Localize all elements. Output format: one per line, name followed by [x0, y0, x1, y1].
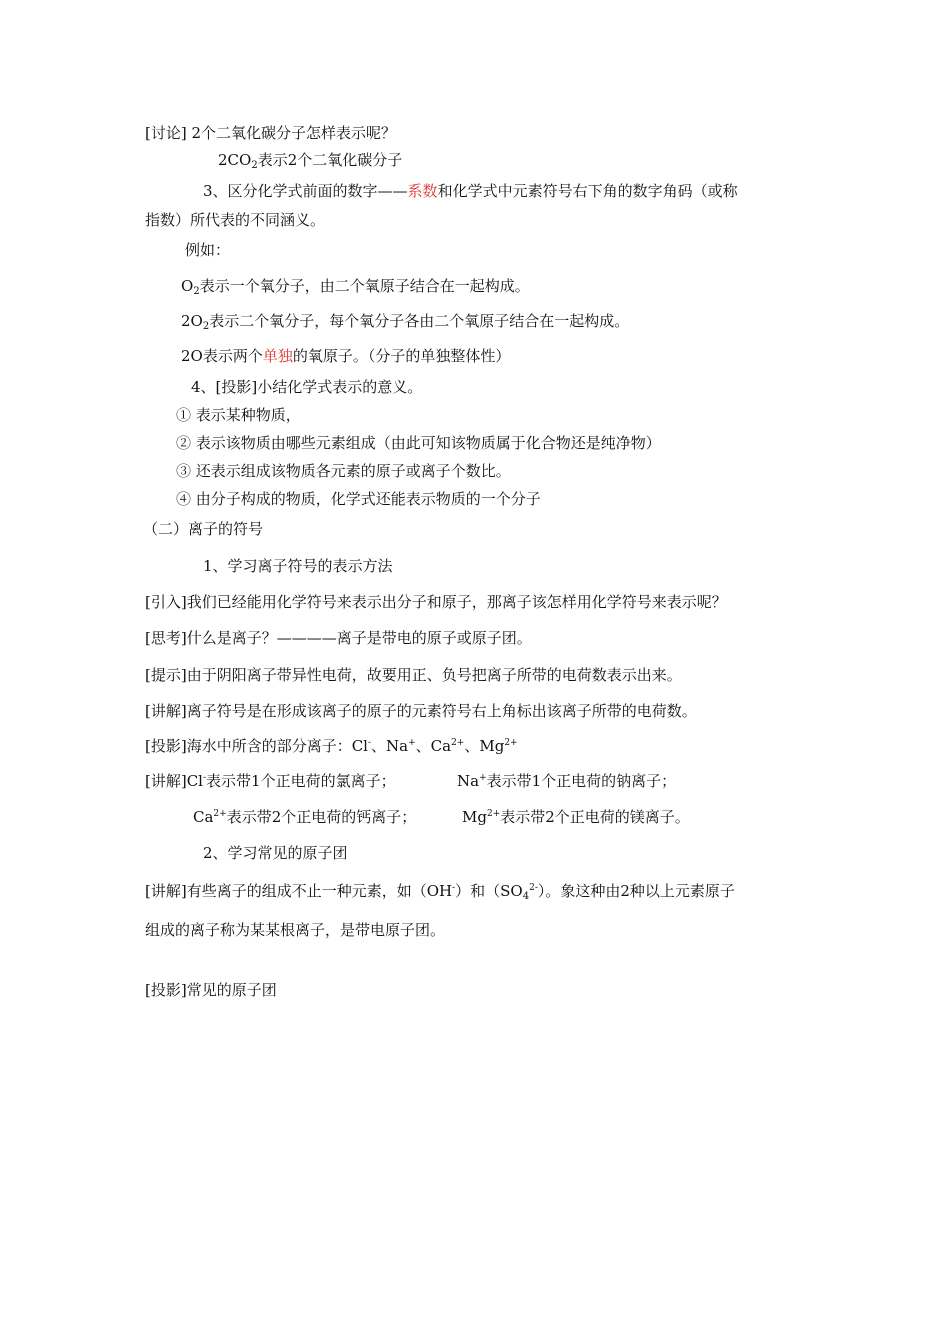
explain-line-3a: $Ca^{2+}$表示带2个正电荷的钙离子； — [193, 808, 417, 826]
o2-line: $O_2$表示一个氧分子，由二个氧原子结合在一起构成。 — [181, 277, 530, 297]
explain-line-2a: [讲解]Cl-表示带1个正电荷的氯离子； — [145, 772, 396, 790]
intro-line: [引入]我们已经能用化学符号来表示出分子和原子，那离子该怎样用化学符号来表示呢？ — [145, 593, 727, 611]
meaning-item-3: ③ 还表示组成该物质各元素的原子或离子个数比。 — [176, 462, 511, 480]
projection-line: [投影]常见的原子团 — [145, 981, 277, 999]
explain-line-4: [讲解]有些离子的组成不止一种元素，如（OH-）和$(SO_4^{2-})$。象这种由2种以上元素原子 — [145, 882, 735, 902]
think-line: [思考]什么是离子？————离子是带电的原子或原子团。 — [145, 629, 532, 647]
meaning-item-1: ① 表示某种物质， — [176, 406, 301, 424]
section-heading: （二）离子的符号 — [143, 520, 264, 538]
highlight-coefficient: 系数 — [407, 182, 438, 200]
explain-line-5: 组成的离子称为某某根离子，是带电原子团。 — [145, 921, 446, 939]
index-line: 指数）所代表的不同涵义。 — [145, 211, 326, 229]
seawater-ions-line: [投影]海水中所含的部分离子：Cl-、Na+、$Ca^{2+}$、$Mg^{2+}$ — [145, 737, 518, 755]
highlight-single: 单独 — [262, 347, 293, 365]
summary-heading: 4、[投影]小结化学式表示的意义。 — [191, 378, 423, 396]
explain-line-1: [讲解]离子符号是在形成该离子的原子的元素符号右上角标出该离子所带的电荷数。 — [145, 702, 697, 720]
discussion-line: [讨论] 2个二氧化碳分子怎样表示呢？ — [145, 124, 397, 142]
radical-heading: 2、学习常见的原子团 — [203, 844, 348, 862]
explain-line-3b: $Mg^{2+}$表示带2个正电荷的镁离子。 — [462, 808, 690, 826]
two-o-line: 2O表示两个单独的氧原子。（分子的单独整体性） — [181, 347, 511, 365]
hint-line: [提示]由于阴阳离子带异性电荷，故要用正、负号把离子所带的电荷数表示出来。 — [145, 666, 682, 684]
explain-line-2b: Na+表示带1个正电荷的钠离子； — [457, 772, 677, 790]
co2-line: $2CO_2$表示2个二氧化碳分子 — [218, 151, 403, 171]
two-o2-line: $2O_2$表示二个氧分子，每个氧分子各由二个氧原子结合在一起构成。 — [181, 312, 630, 332]
ion-symbol-heading: 1、学习离子符号的表示方法 — [203, 557, 393, 575]
meaning-item-4: ④ 由分子构成的物质，化学式还能表示物质的一个分子 — [176, 490, 541, 508]
example-heading: 例如： — [185, 241, 231, 259]
coefficient-line: 3、区分化学式前面的数字——系数和化学式中元素符号右下角的数字角码（或称 — [203, 182, 738, 200]
meaning-item-2: ② 表示该物质由哪些元素组成（由此可知该物质属于化合物还是纯净物） — [176, 434, 661, 452]
